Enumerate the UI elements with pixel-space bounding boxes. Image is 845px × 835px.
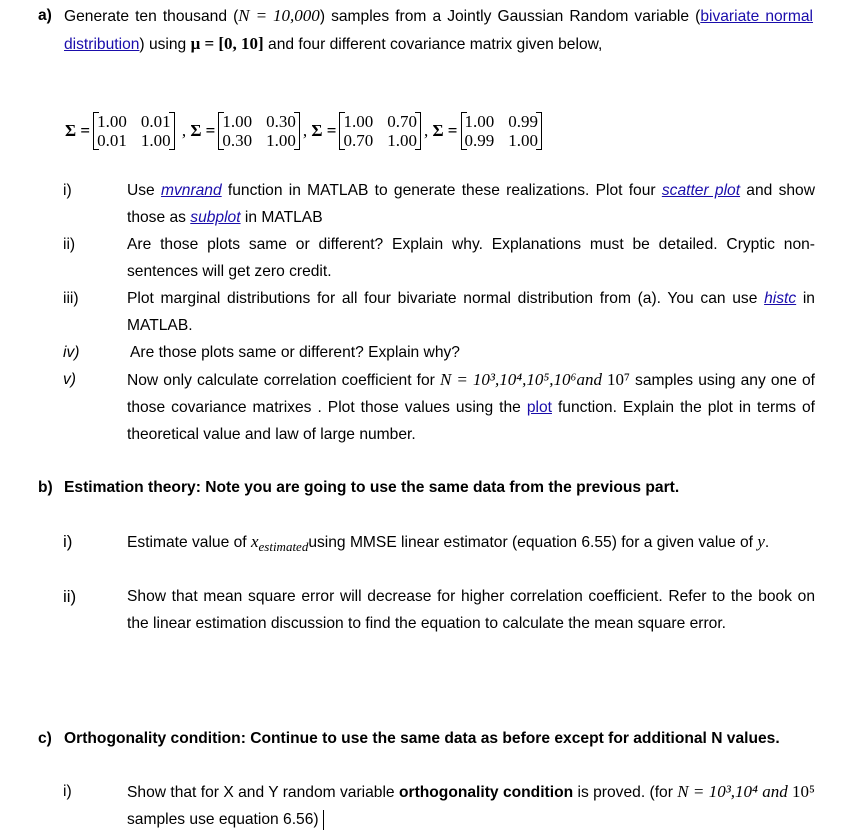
item-number: i) [63, 182, 72, 199]
part-b-label: b) [38, 479, 53, 496]
matrix-cell: 0.70 [343, 131, 374, 150]
sigma-symbol: Σ = [65, 121, 91, 140]
matrix-4 [461, 112, 543, 150]
intro-text: ) samples from a Jointly Gaussian Random variable ( [319, 8, 701, 25]
n-values-math: N = 10³,10⁴ [677, 782, 758, 801]
part-a-item-iv: Are those plots same or different? Explain why? [130, 344, 460, 361]
and-math: and [576, 370, 602, 389]
item-text: Use [127, 182, 161, 199]
intro-text: and four different covariance matrix given below, [263, 36, 603, 53]
matrix-cell: 1.00 [266, 131, 296, 150]
part-a-label: a) [38, 7, 52, 24]
subscript-math: estimated [258, 539, 309, 555]
matrix-cell: 0.01 [140, 112, 171, 131]
item-number: v) [63, 371, 76, 388]
item-text: Now only calculate correlation coefficient for [127, 372, 440, 389]
matrix-cell: 1.00 [508, 131, 538, 150]
part-c-heading: Orthogonality condition: Continue to use the same data as before except for additional N values. [64, 730, 780, 747]
matrix-cell: 1.00 [343, 112, 374, 131]
part-a-item-i [127, 177, 815, 231]
sigma-symbol: Σ = [311, 121, 337, 140]
item-text: Estimate value of [127, 534, 251, 551]
part-c-label: c) [38, 730, 52, 747]
orthogonality-bold: orthogonality condition [398, 784, 574, 801]
plot-link[interactable]: plot [526, 399, 552, 416]
x-math: x [250, 532, 259, 551]
item-text: in MATLAB. [127, 290, 815, 334]
item-text: . [764, 534, 770, 551]
matrix-cell: 1.00 [97, 112, 127, 131]
matrix-3 [339, 112, 421, 150]
matrix-2 [218, 112, 300, 150]
matrix-cell: 1.00 [387, 131, 417, 150]
item-text: is proved. (for [573, 784, 678, 801]
bivariate-normal-link[interactable]: bivariate normal distribution [64, 8, 813, 53]
matrix-cell: 1.00 [222, 112, 253, 131]
part-a-item-ii: Are those plots same or different? Explain why. Explanations must be detailed. Cryptic non-sentences will get zero credit. [127, 236, 815, 280]
item-number: iv) [63, 344, 80, 361]
part-b-item-i [127, 528, 815, 560]
intro-n-math: N = 10,000 [238, 6, 320, 25]
matrix-cell: 1.00 [140, 131, 171, 150]
matrix-cell: 0.30 [222, 131, 253, 150]
matrix-cell: 0.99 [464, 131, 495, 150]
text-cursor [323, 810, 325, 830]
matrix-cell: 0.99 [508, 112, 538, 131]
item-text: Plot marginal distributions for all four bivariate normal distribution from (a). You can use [127, 290, 765, 307]
item-number: i) [63, 783, 72, 800]
item-text: function. Explain the plot in terms of theoretical value and law of large number. [127, 399, 815, 443]
matrix-1 [93, 112, 175, 150]
part-b-heading: Estimation theory: Note you are going to use the same data from the previous part. [64, 479, 680, 496]
part-b-item-ii: Show that mean square error will decrease for higher correlation coefficient. Refer to the book on the linear estimation discussion to find the equation to calculate the mean square error. [127, 588, 815, 632]
mu-math: μ = [0, 10] [190, 34, 264, 53]
n-values-math: 10⁵ [792, 782, 815, 801]
item-number: ii) [63, 587, 77, 606]
item-text: in MATLAB [240, 209, 323, 226]
n-values-math: 10⁷ [601, 370, 630, 389]
part-c-item-i [127, 778, 815, 833]
item-text: Show that for X and Y random variable [127, 784, 399, 801]
y-math: y [757, 532, 765, 551]
part-a-item-v [127, 366, 815, 448]
intro-text: ) using [139, 36, 191, 53]
item-number: i) [63, 532, 73, 551]
matrix-cell: 1.00 [464, 112, 495, 131]
matrix-cell: 0.30 [266, 112, 296, 131]
subplot-link[interactable]: subplot [190, 209, 241, 226]
item-text: using MMSE linear estimator (equation 6.55) for a given value of [308, 534, 758, 551]
covariance-matrices: Σ = 1.00 0.01 0.01 1.00 , Σ = 1.00 0.30 0.30 1.00 , Σ = 1.00 0.70 0.70 1.00 , Σ = 1.00 0.99 0.99 1.00 [65, 112, 545, 150]
part-a-intro [64, 2, 813, 58]
item-text: and show those as [127, 182, 815, 226]
item-text: samples use equation 6.56) [127, 811, 319, 828]
scatter-plot-link[interactable]: scatter plot [661, 182, 741, 199]
matrix-cell: 0.70 [387, 112, 417, 131]
sigma-symbol: Σ = [432, 121, 458, 140]
item-text: function in MATLAB to generate these realizations. Plot four [221, 182, 662, 199]
histc-link[interactable]: histc [764, 290, 797, 307]
item-number: iii) [63, 290, 79, 307]
mvnrand-link[interactable]: mvnrand [160, 182, 222, 199]
sigma-symbol: Σ = [190, 121, 216, 140]
part-a-item-iii [127, 285, 815, 339]
and-math: and [757, 782, 793, 801]
item-number: ii) [63, 236, 76, 253]
n-values-math: N = 10³,10⁴,10⁵,10⁶ [439, 370, 577, 389]
matrix-cell: 0.01 [97, 131, 127, 150]
intro-text: Generate ten thousand ( [64, 8, 239, 25]
item-text: samples using any one of those covariance matrixes . Plot those values using the [127, 372, 816, 416]
